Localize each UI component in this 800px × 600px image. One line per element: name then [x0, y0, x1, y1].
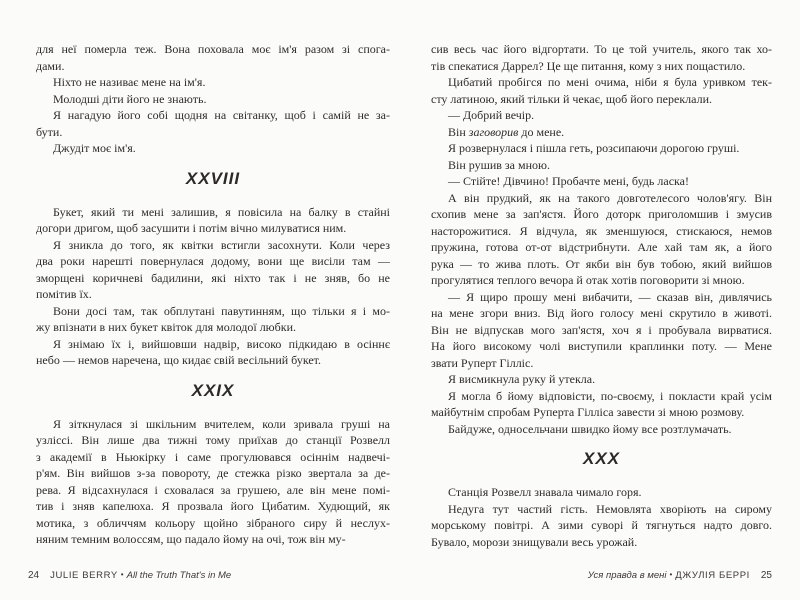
chapter-heading: XXX	[582, 449, 621, 468]
paragraph: Недуга тут частий гість. Немовлята хворіють на сирому морському повітрі. А зими суворі й тягнуться надто довго. Бувало, морози знищували весь урожай.	[431, 501, 772, 549]
paragraph: Я висмикнула руку й утекла.	[448, 372, 596, 386]
paragraph: Цибатий пробігся по мені очима, ніби я була уривком тек- сту латиною, який тільки й чекає, щоб його переклали.	[431, 75, 772, 106]
chapter-heading: XXIX	[191, 380, 235, 400]
paragraph: Я знімаю їх і, вийшовши надвір, високо підкидаю в осіннє небо — немов наречена, що кидає свій весільний букет.	[36, 336, 390, 367]
paragraph: Я могла б йому відповісти, по-своєму, і покласти край усім майбутнім спробам Руперта Гілліса завести зі мною розмову.	[431, 388, 772, 419]
paragraph: — Я щиро прошу мені вибачити, — сказав він, дивлячись на мене згори вниз. Від його голосу мені скрутило в животі. Він не відпускав мого зап'ястя, хоч я і пробувала вирватися. На його високому чолі виступили краплинки поту. — Мене звати Руперт Гілліс.	[431, 289, 772, 370]
paragraph: Вони досі там, так обплутані павутинням, що тільки я і мо- жу впізнати в них букет квіток для молодої любки.	[36, 303, 390, 334]
running-title-author: JULIE BERRY	[50, 570, 118, 581]
running-title-book-name-uk: Уся правда в мені	[587, 570, 667, 581]
chapter-heading: XXVIII	[185, 168, 241, 188]
paragraph: — Стійте! Дівчино! Пробачте мені, будь ласка!	[448, 174, 689, 188]
footer-separator-dot: •	[669, 570, 673, 579]
paragraph: Я зіткнулася зі шкільним вчителем, коли зривала груші на узліссі. Він лише два тижні тому приїхав до станції Розвелл з академії в Ньюкірку і саме прогулювався осіннім надвечі- р'ям. Він вийшов з-за повороту, де стежка різко звертала за де- рева. Я відсахнулася і сховалася за грушею, але він мене помі- тив і зняв капелюха. Я прозвала його Цибатим. Худющий, як мотика, з обличчям кольору щойно зібраного сиру й неслух- няним темним волоссям, що падало йому на очі, тож він му-	[36, 416, 390, 546]
paragraph: Він заговорив до мене.	[448, 124, 565, 139]
paragraph: Він рушив за мною.	[448, 157, 550, 172]
paragraph: Байдуже, односельчани швидко йому все розтлумачать.	[448, 421, 732, 436]
paragraph: Станція Розвелл знавала чимало горя.	[448, 485, 642, 499]
paragraph: Я розвернулася і пішла геть, розсипаючи дорогою груші.	[448, 141, 740, 155]
paragraph: Молодші діти його не знають.	[53, 91, 207, 106]
paragraph: Ніхто не називає мене на ім'я.	[53, 75, 206, 89]
paragraph: — Добрий вечір.	[448, 108, 535, 122]
paragraph: Джудіт моє ім'я.	[53, 141, 136, 155]
running-title-left	[50, 570, 231, 581]
running-title-author-uk: ДЖУЛІЯ БЕРРІ	[675, 570, 750, 581]
paragraph: Я нагадую його собі щодня на світанку, щоб і самій не за- бути.	[36, 108, 390, 139]
page-number-right: 25	[760, 570, 772, 581]
footer-separator-dot: •	[120, 570, 124, 579]
running-title-book-name: All the Truth That's in Me	[126, 570, 232, 581]
page-left-text	[36, 41, 390, 548]
page-right	[400, 0, 800, 600]
running-title-right	[588, 570, 750, 581]
paragraph: для неї померла теж. Вона поховала моє ім'я разом зі спога- дами.	[36, 42, 390, 73]
page-footer-left	[28, 570, 231, 581]
page-footer-right	[588, 570, 772, 581]
page-number-left: 24	[28, 570, 40, 581]
paragraph: Букет, який ти мені залишив, я повісила на балку в стайні догори дригом, щоб засушити і потім вічно милуватися ним.	[36, 204, 390, 235]
paragraph: А він прудкий, як на такого довготелесого чолов'ягу. Він схопив мене за зап'ястя. Його доторк приголомшив і змусив насторожитися. Я відчула, як зменшуюся, стискаюся, немов пружина, готова от-от відстрибнути. Але хай там як, а його рука — то жива плоть. От якби він був тобою, який вийшов прогулятися теплого вечора й отак хотів поговорити зі мною.	[431, 190, 772, 287]
paragraph: сив весь час його відгортати. То це той учитель, якого так хо- тів спекатися Даррел? Це ще питання, кому з них пощастило.	[431, 42, 772, 73]
page-right-text	[431, 41, 772, 550]
paragraph: Я зникла до того, як квітки встигли засохнути. Коли через два роки нарешті повернулася додому, вони ще висіли там — зморщені коричневі бадилини, які ніхто так і не зняв, бо не помітив їх.	[36, 237, 390, 301]
